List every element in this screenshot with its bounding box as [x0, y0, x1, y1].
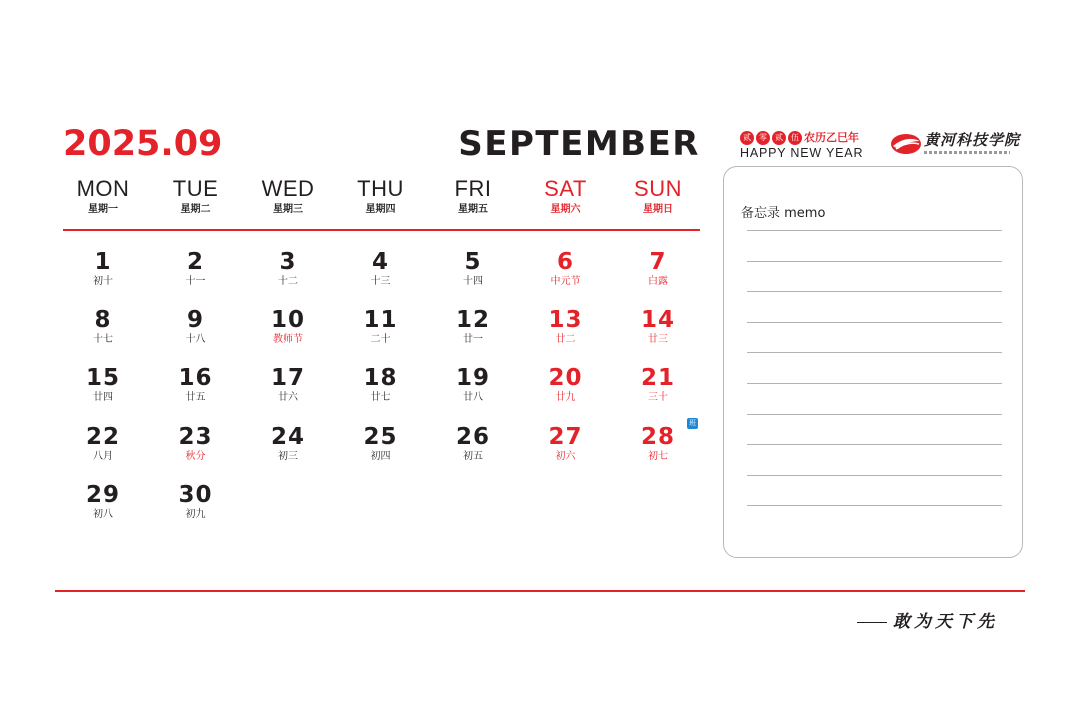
day-number: 7: [649, 249, 667, 275]
day-number: 20: [548, 365, 583, 392]
weekday-chinese-label: 星期一: [88, 204, 118, 215]
lunar-date: 十八: [185, 334, 206, 346]
numeral-badge: 贰: [772, 131, 786, 145]
day-number: 4: [371, 249, 389, 275]
lunar-date: 中元节: [550, 276, 581, 287]
lunar-date: 初六: [555, 450, 576, 462]
weekday-label: SAT: [544, 176, 587, 201]
memo-line[interactable]: [747, 230, 1002, 231]
day-cell[interactable]: [57, 365, 149, 415]
lunar-date: 二十: [370, 334, 391, 346]
weekday-label: THU: [357, 176, 404, 201]
lunar-date: 三十: [648, 392, 668, 404]
day-cell[interactable]: [150, 249, 242, 299]
brand-block: [740, 131, 1030, 161]
weekday-chinese-label: 星期三: [273, 204, 303, 215]
lunar-date: 廿五: [185, 392, 206, 404]
day-number: 13: [548, 307, 583, 334]
memo-line[interactable]: [747, 505, 1002, 506]
day-number: 28: [640, 423, 675, 450]
day-number: 10: [270, 307, 305, 334]
lunar-date: 初三: [278, 450, 298, 462]
lunar-date: 十七: [93, 334, 113, 346]
weekday-sat: [520, 177, 612, 218]
memo-line[interactable]: [747, 261, 1002, 262]
day-number: 22: [85, 423, 120, 450]
lunar-date: 初九: [185, 508, 206, 520]
day-cell[interactable]: [335, 365, 427, 415]
month-name-title: SEPTEMBER: [458, 124, 700, 164]
day-number: 25: [363, 423, 398, 450]
weekday-wed: [242, 177, 334, 218]
header-divider: [63, 229, 700, 231]
day-cell[interactable]: [57, 482, 149, 532]
lunar-date: 廿九: [555, 392, 576, 404]
day-cell[interactable]: [520, 249, 612, 299]
lunar-date: 十一: [185, 276, 206, 287]
lunar-date: 教师节: [273, 334, 303, 346]
day-cell[interactable]: [150, 365, 242, 415]
day-cell[interactable]: [242, 365, 334, 415]
lunar-date: 初八: [93, 508, 113, 520]
day-number: 12: [455, 307, 490, 334]
lunar-date: 廿七: [370, 392, 391, 404]
weekday-mon: [57, 177, 149, 218]
day-cell[interactable]: [427, 307, 519, 357]
day-cell[interactable]: [335, 249, 427, 299]
footer-divider: [55, 590, 1025, 592]
day-number: 30: [178, 481, 213, 508]
lunar-date: 廿一: [463, 334, 483, 346]
lunar-date: 十四: [463, 276, 483, 287]
weekday-label: SUN: [634, 176, 682, 201]
memo-line[interactable]: [747, 322, 1002, 323]
day-cell[interactable]: [335, 307, 427, 357]
day-number: 26: [455, 423, 490, 450]
day-cell[interactable]: [427, 424, 519, 474]
day-number: 11: [363, 307, 398, 334]
memo-line[interactable]: [747, 383, 1002, 384]
memo-line[interactable]: [747, 291, 1002, 292]
lunar-date: 廿六: [278, 392, 298, 404]
day-number: 21: [640, 365, 675, 392]
lunar-date: 十二: [278, 276, 298, 287]
weekday-chinese-label: 星期四: [365, 204, 396, 215]
numeral-badge: 伍: [788, 131, 802, 145]
lunar-year-label: 农历乙巳年: [804, 131, 859, 144]
weekday-header: [57, 177, 707, 221]
motto: [857, 607, 998, 632]
lunar-date: 初十: [93, 276, 113, 287]
weekday-label: FRI: [454, 176, 492, 201]
day-number: 27: [548, 423, 583, 450]
year-month-title: 2025.09: [63, 124, 223, 164]
weekday-chinese-label: 星期六: [550, 204, 581, 215]
memo-title: 备忘录 memo: [741, 206, 826, 221]
day-number: 29: [85, 481, 120, 508]
weekday-thu: [335, 177, 427, 218]
day-number: 16: [178, 365, 213, 392]
weekday-chinese-label: 星期日: [643, 204, 673, 215]
day-cell[interactable]: [57, 424, 149, 474]
memo-line[interactable]: [747, 352, 1002, 353]
weekday-label: TUE: [172, 176, 219, 201]
day-number: 1: [94, 249, 112, 275]
lunar-date: 秋分: [185, 450, 206, 462]
weekday-tue: [150, 177, 242, 218]
motto-text: 敢为天下先: [893, 612, 998, 632]
weekday-sun: [612, 177, 704, 218]
day-cell[interactable]: [57, 249, 149, 299]
day-cell[interactable]: [520, 365, 612, 415]
motto-dash: [857, 622, 887, 624]
workday-badge: 班: [689, 418, 696, 427]
day-cell[interactable]: [520, 424, 612, 474]
memo-line[interactable]: [747, 475, 1002, 476]
weekday-label: MON: [76, 176, 130, 201]
weekday-fri: [427, 177, 519, 218]
day-number: 2: [186, 249, 204, 275]
school-name: 黄河科技学院: [924, 131, 1021, 149]
day-number: 14: [640, 307, 675, 334]
lunar-date: 廿三: [648, 334, 668, 346]
day-number: 18: [363, 365, 398, 392]
lunar-date: 廿四: [93, 392, 113, 404]
day-cell[interactable]: [612, 418, 704, 474]
day-cell[interactable]: [427, 365, 519, 415]
day-cell[interactable]: [612, 307, 704, 357]
lunar-date: 初七: [648, 450, 668, 462]
day-cell[interactable]: [335, 424, 427, 474]
day-number: 23: [178, 423, 213, 450]
day-cell[interactable]: [150, 424, 242, 474]
day-number: 5: [464, 249, 482, 275]
weekday-chinese-label: 星期二: [180, 204, 211, 215]
memo-box[interactable]: [723, 166, 1023, 558]
day-cell[interactable]: [427, 249, 519, 299]
day-number: 9: [186, 307, 204, 334]
school-name-english-rule: [924, 151, 1010, 154]
day-cell[interactable]: [242, 424, 334, 474]
lunar-date: 八月: [93, 450, 113, 462]
day-number: 24: [270, 423, 305, 450]
weekday-chinese-label: 星期五: [458, 204, 488, 215]
lunar-date: 十三: [370, 276, 391, 287]
day-number: 17: [270, 365, 305, 392]
day-cell[interactable]: [612, 249, 704, 299]
day-cell[interactable]: [150, 482, 242, 532]
memo-line[interactable]: [747, 444, 1002, 445]
day-number: 6: [556, 249, 574, 275]
numeral-badge: 贰: [740, 131, 754, 145]
lunar-date: 廿二: [555, 334, 576, 346]
day-cell[interactable]: [242, 249, 334, 299]
day-cell[interactable]: [612, 365, 704, 415]
day-number: 8: [94, 307, 112, 334]
weekday-label: WED: [261, 176, 315, 201]
day-number: 3: [279, 249, 297, 275]
lunar-date: 廿八: [463, 392, 483, 404]
lunar-date: 白露: [648, 276, 668, 287]
day-cell[interactable]: [150, 307, 242, 357]
memo-line[interactable]: [747, 414, 1002, 415]
school-logo-icon: [890, 131, 922, 157]
numeral-badge: 零: [756, 131, 770, 145]
day-cell[interactable]: [520, 307, 612, 357]
day-cell[interactable]: [242, 307, 334, 357]
lunar-date: 初五: [463, 450, 483, 462]
day-cell[interactable]: [57, 307, 149, 357]
day-number: 19: [455, 365, 490, 392]
lunar-date: 初四: [370, 450, 391, 462]
day-number: 15: [85, 365, 120, 392]
happy-new-year-label: HAPPY NEW YEAR: [740, 146, 864, 160]
brand-numerals: [740, 131, 802, 145]
